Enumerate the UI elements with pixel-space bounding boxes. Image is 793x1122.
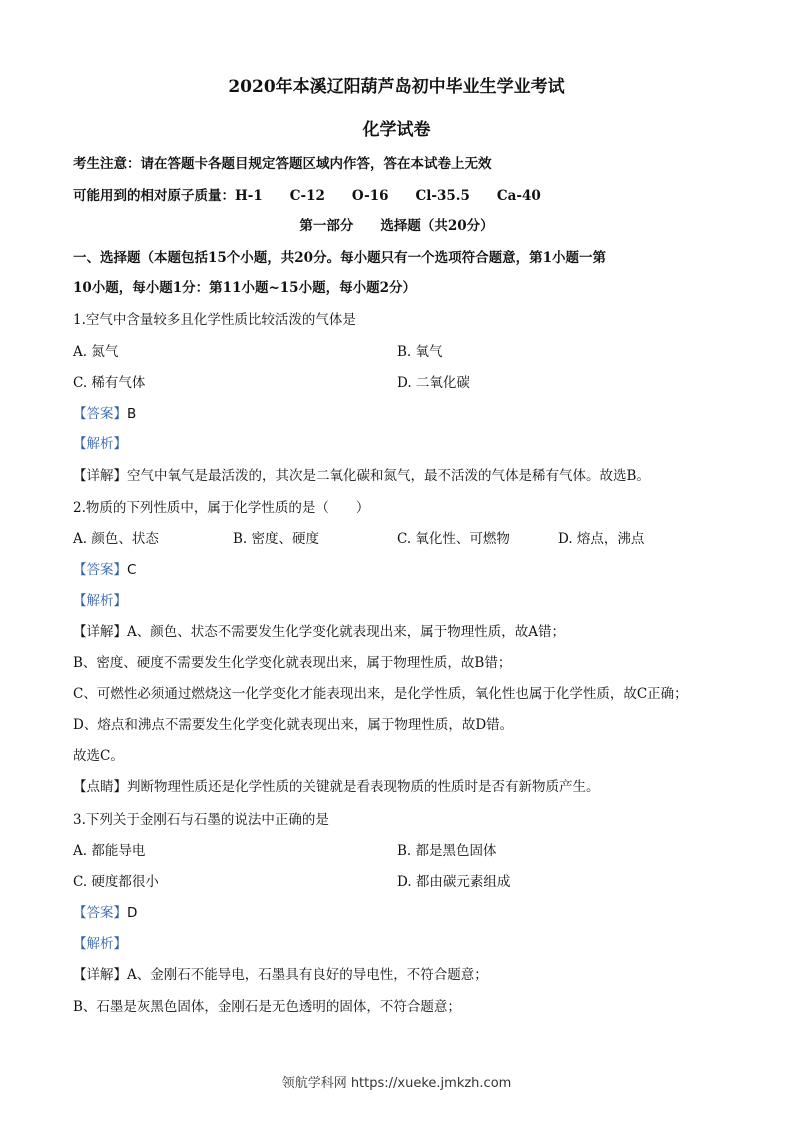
q3-stem: 3.下列关于金刚石与石墨的说法中正确的是 bbox=[73, 812, 329, 828]
answer-value: C bbox=[127, 562, 137, 578]
q1-analysis-tag: 【解析】 bbox=[73, 436, 127, 452]
q2-option-b: B. 密度、硬度 bbox=[233, 531, 320, 547]
detail-text: 空气中氧气是最活泼的，其次是二氧化碳和氮气，最不活泼的气体是稀有气体。故选B。 bbox=[127, 468, 650, 484]
part-heading: 第一部分 选择题（共20分） bbox=[299, 218, 494, 234]
q1-stem: 1.空气中含量较多且化学性质比较活泼的气体是 bbox=[73, 312, 356, 328]
detail-tag: 【详解】 bbox=[73, 624, 127, 640]
section-instructions-2: 10小题，每小题1分：第11小题~15小题，每小题2分） bbox=[73, 280, 416, 296]
q1-option-a: A. 氮气 bbox=[73, 344, 119, 360]
q2-option-d: D. 熔点，沸点 bbox=[558, 531, 645, 547]
q1-answer bbox=[73, 402, 136, 422]
q3-answer bbox=[73, 901, 137, 921]
detail-text: A、颜色、状态不需要发生化学变化就表现出来，属于物理性质，故A错； bbox=[127, 624, 565, 640]
q1-option-c: C. 稀有气体 bbox=[73, 375, 146, 391]
q3-analysis-tag: 【解析】 bbox=[73, 936, 127, 952]
point-text: 判断物理性质还是化学性质的关键就是看表现物质的性质时是否有新物质产生。 bbox=[127, 779, 600, 795]
q2-option-a: A. 颜色、状态 bbox=[73, 531, 159, 547]
q2-conclusion: 故选C。 bbox=[73, 748, 124, 764]
q3-option-d: D. 都由碳元素组成 bbox=[397, 874, 511, 890]
section-instructions-1: 一、选择题（本题包括15个小题，共20分。每小题只有一个选项符合题意，第1小题一第 bbox=[73, 250, 606, 266]
q3-option-b: B. 都是黑色固体 bbox=[397, 843, 497, 859]
q2-detail-4: D、熔点和沸点不需要发生化学变化就表现出来，属于物理性质，故D错。 bbox=[73, 717, 514, 733]
q2-option-c: C. 氧化性、可燃物 bbox=[397, 531, 510, 547]
q2-analysis-tag: 【解析】 bbox=[73, 593, 127, 609]
footer-watermark: 领航学科网 https://xueke.jmkzh.com bbox=[281, 1076, 512, 1091]
q3-option-a: A. 都能导电 bbox=[73, 843, 146, 859]
answer-tag: 【答案】 bbox=[73, 406, 127, 422]
exam-subtitle: 化学试卷 bbox=[362, 120, 431, 140]
q2-answer bbox=[73, 558, 136, 578]
answer-value: D bbox=[127, 905, 138, 921]
answer-value: B bbox=[127, 406, 137, 422]
atomic-masses: 可能用到的相对原子质量：H-1 C-12 O-16 Cl-35.5 Ca-40 bbox=[73, 188, 541, 204]
q2-detail-3: C、可燃性必须通过燃烧这一化学变化才能表现出来，是化学性质，氧化性也属于化学性质，故C正确； bbox=[73, 686, 688, 702]
answer-tag: 【答案】 bbox=[73, 562, 127, 578]
q3-detail-2: B、石墨是灰黑色固体，金刚石是无色透明的固体，不符合题意； bbox=[73, 999, 461, 1015]
q2-detail-1 bbox=[73, 620, 565, 640]
q1-detail bbox=[73, 464, 650, 484]
point-tag: 【点睛】 bbox=[73, 779, 127, 795]
detail-tag: 【详解】 bbox=[73, 468, 127, 484]
q2-detail-2: B、密度、硬度不需要发生化学变化就表现出来，属于物理性质，故B错； bbox=[73, 655, 512, 671]
q2-point bbox=[73, 775, 600, 795]
detail-text: A、金刚石不能导电，石墨具有良好的导电性，不符合题意； bbox=[127, 967, 488, 983]
exam-title: 2020年本溪辽阳葫芦岛初中毕业生学业考试 bbox=[228, 77, 565, 97]
detail-tag: 【详解】 bbox=[73, 967, 127, 983]
q1-option-b: B. 氧气 bbox=[397, 344, 443, 360]
q1-option-d: D. 二氧化碳 bbox=[397, 375, 470, 391]
candidate-notice: 考生注意：请在答题卡各题目规定答题区域内作答，答在本试卷上无效 bbox=[73, 156, 492, 172]
answer-tag: 【答案】 bbox=[73, 905, 127, 921]
q3-option-c: C. 硬度都很小 bbox=[73, 874, 159, 890]
q3-detail-1 bbox=[73, 963, 488, 983]
q2-stem: 2.物质的下列性质中，属于化学性质的是（ ） bbox=[73, 500, 370, 516]
